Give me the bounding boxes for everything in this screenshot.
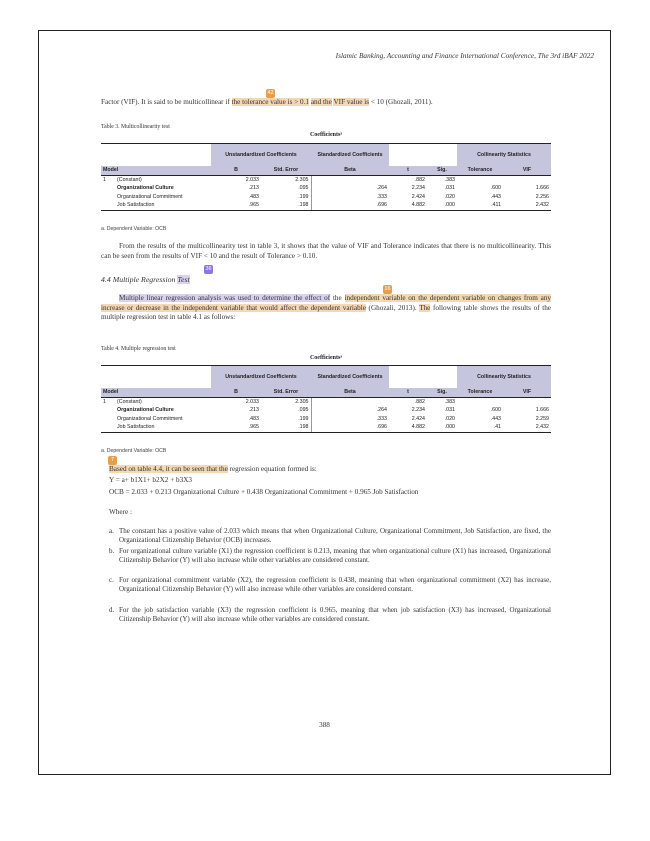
header-vif: VIF <box>503 388 551 397</box>
table-row: Organizational Commitment .483 .199 .333 2.424 .020 .443 2.259 <box>117 415 549 422</box>
table-row: Organizational Commitment .483 .199 .333 2.424 .020 .443 2.256 <box>117 193 549 200</box>
header-standardized: Standardized Coefficients <box>311 366 389 389</box>
multicollinearity-conclusion: From the results of the multicollinearity test in table 3, it shows that the value of VIF and Tolerance indicates that there is no multicollinearity. This can be seen from the results of VIF < 10 and the result of Tolerance > 0.10. <box>101 242 551 260</box>
table4-title: Coefficientsᵃ <box>309 355 343 361</box>
annotation-tag: 7 <box>108 456 117 465</box>
highlight-vif: VIF value is <box>333 98 370 106</box>
table-row: Job Satisfaction .965 .198 .696 4.882 .000 .411 2.432 <box>101 201 551 210</box>
highlight-tolerance: the tolerance value is > 0.1 <box>231 98 310 106</box>
table3-title: Coefficientsᵃ <box>309 132 343 138</box>
equation-intro: Based on table 4.4, it can be seen that the regression equation formed is: <box>109 465 317 473</box>
annotation-tag: 42 <box>267 90 274 96</box>
list-item: d. For the job satisfaction variable (X3) the regression coefficient is 0.965, meaning that when job satisfaction (X3) has increased, Organizational Citizenship Behavior (Y) will also increase while other variables are considered constant. <box>109 606 551 623</box>
header-sig: Sig. <box>427 388 457 397</box>
list-item: c. For organizational commitment variable (X2), the regression coefficient is 0.438, meaning that when organizational commitment (X2) has increase, Organizational Citizenship Behavior (Y) will also increase while other variables are considered constant. <box>109 576 551 593</box>
header-collinearity: Collinearity Statistics <box>457 144 551 167</box>
table-row: 1 (Constant) 2.033 2.305 .882 .383 <box>103 398 455 405</box>
annotation-tag: 16 <box>384 286 391 292</box>
highlight-and: and the <box>310 98 332 106</box>
table-row: Job Satisfaction .965 .198 .696 4.882 .000 .41 2.432 <box>101 423 551 432</box>
intro-text: Factor (VIF). It is said to be multicollinear if <box>101 98 230 106</box>
intro-paragraph <box>101 98 551 108</box>
header-collinearity: Collinearity Statistics <box>457 366 551 389</box>
header-vif: VIF <box>503 166 551 175</box>
header-model: Model <box>101 166 211 175</box>
header-t: t <box>389 166 427 175</box>
header-std-error: Std. Error <box>261 166 311 175</box>
section-heading: 4.4 Multiple Regression Test <box>101 275 190 284</box>
equation-general: Y = a+ b1X1+ b2X2 + b3X3 <box>109 476 193 484</box>
list-item: b. For organizational culture variable (X1) the regression coefficient is 0.213, meaning that when organizational culture (X1) has increased, Organizational Citizenship Behavior (Y) will also increase while other variables are considered constant. <box>109 547 551 564</box>
where-label: Where : <box>109 508 132 516</box>
list-item: a. The constant has a positive value of 2.033 which means that when Organizational Culture, Organizational Commitment, Job Satisfaction, are fixed, the Organizational Citizenship Behavior (OCB) increases. <box>109 527 551 544</box>
header-b: B <box>211 388 261 397</box>
header-std-error: Std. Error <box>261 388 311 397</box>
header-beta: Beta <box>311 166 389 175</box>
header-sig: Sig. <box>427 166 457 175</box>
table4-caption: Table 4. Multiple regression test <box>101 346 176 352</box>
header-standardized: Standardized Coefficients <box>311 144 389 167</box>
header-model: Model <box>101 388 211 397</box>
header-unstandardized: Unstandardized Coefficients <box>211 144 311 167</box>
page-number: 388 <box>319 721 330 729</box>
annotation-tag: 36 <box>205 266 212 272</box>
table-row: Organizational Culture .213 .095 .264 2.234 .031 .600 1.666 <box>117 407 549 413</box>
table3-caption: Table 3. Multicollinearity test <box>101 124 170 130</box>
header-beta: Beta <box>311 388 389 397</box>
equation-ocb: OCB = 2.033 + 0.213 Organizational Culture + 0.438 Organizational Commitment + 0.965 Job Satisfaction <box>109 488 419 496</box>
table4-note: a. Dependent Variable: OCB <box>101 448 167 454</box>
header-b: B <box>211 166 261 175</box>
table3-note: a. Dependent Variable: OCB <box>101 226 167 232</box>
intro-text-end: < 10 (Ghozali, 2011). <box>370 98 433 106</box>
header-tolerance: Tolerance <box>457 166 503 175</box>
table4 <box>101 365 551 433</box>
table3 <box>101 143 551 211</box>
header-tolerance: Tolerance <box>457 388 503 397</box>
header-t: t <box>389 388 427 397</box>
regression-paragraph: Multiple linear regression analysis was used to determine the effect of the independent variable on the dependent variable on changes from any increase or decrease in the independent variable that would affect the dependent variable (Ghozali, 2013). The following table shows the results of the multiple regression test in table 4.1 as follows: <box>101 294 552 321</box>
table-row: Organizational Culture .213 .095 .264 2.234 .031 .600 1.666 <box>117 185 549 191</box>
running-header: Islamic Banking, Accounting and Finance International Conference, The 3rd iBAF 2022 <box>335 51 594 60</box>
paper-page <box>38 30 611 775</box>
table-row: 1 (Constant) 2.033 2.305 .882 .383 <box>103 176 455 183</box>
header-unstandardized: Unstandardized Coefficients <box>211 366 311 389</box>
